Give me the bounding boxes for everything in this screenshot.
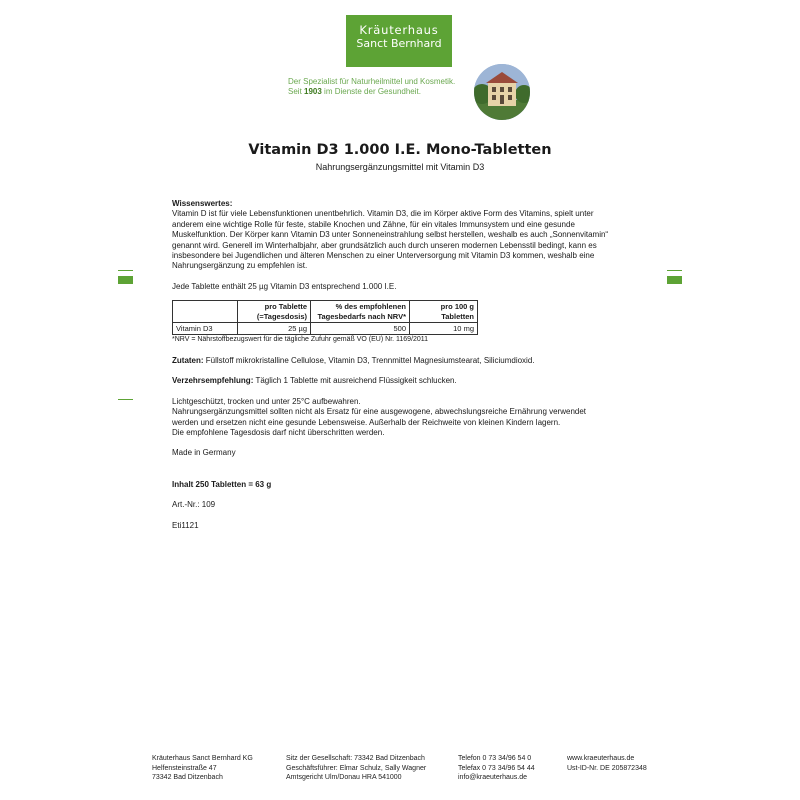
fold-mark-right <box>667 276 682 284</box>
table-cell: Vitamin D3 <box>173 323 238 335</box>
table-row <box>173 323 478 335</box>
nutrition-header-row <box>173 301 478 323</box>
tagline-year: 1903 <box>304 87 322 96</box>
logo-line-1: Kräuterhaus <box>359 23 439 37</box>
hinweis-dosage: Die empfohlene Tagesdosis darf nicht überschritten werden. <box>172 427 385 437</box>
per-tablet-text: Jede Tablette enthält 25 µg Vitamin D3 entsprechend 1.000 I.E. <box>172 281 397 291</box>
eti-code: Eti1121 <box>172 520 199 530</box>
verzehr-text: Täglich 1 Tablette mit ausreichend Flüssigkeit schlucken. <box>253 376 457 386</box>
zutaten-paragraph <box>172 356 612 366</box>
fold-mark-left-top <box>118 270 133 271</box>
table-header-cell <box>173 301 238 323</box>
fold-mark-right-top <box>667 270 682 271</box>
table-header-cell: pro Tablette (=Tagesdosis) <box>238 301 311 323</box>
art-nr-text: Art.-Nr.: 109 <box>172 500 216 510</box>
footer-website-link[interactable]: www.kraeuterhaus.de <box>567 755 635 762</box>
company-tagline <box>288 77 455 97</box>
footer-email[interactable]: info@kraeuterhaus.de <box>458 774 527 782</box>
made-in-text: Made in Germany <box>172 448 236 458</box>
product-title: Vitamin D3 1.000 I.E. Mono-Tabletten <box>248 142 552 158</box>
tagline-line-2 <box>288 87 455 97</box>
logo-line-2: Sanct Bernhard <box>356 37 442 50</box>
wissenswertes-text: Vitamin D ist für viele Lebensfunktionen unentbehrlich. Vitamin D3, die im Körper aktive Form des Vitamins, spielt unter anderem eine wichtige Rolle für feste, stabile Knochen und Zähne, für ein vitales Immunsystem und eine gesunde Muskelfunktion. Der Körper kann Vitamin D3 unter Sonneneinstrahlung selbst herstellen, weshalb es auch „Sonnenvitamin“ genannt wird. Generell im Winterhalbjahr, aber grundsätzlich auch durch unseren modernen Lebensstil bedingt, kann es insbesondere bei Jugendlichen und älteren Menschen zu einer Unterversorgung mit Vitamin D3 kommen, weshalb eine Nahrungsergänzung zu empfehlen ist. <box>172 209 609 271</box>
footer-line: Amtsgericht Ulm/Donau HRA 541000 <box>286 774 402 782</box>
product-subtitle: Nahrungsergänzungsmittel mit Vitamin D3 <box>315 162 485 172</box>
footer-web <box>567 754 647 773</box>
wissenswertes-heading: Wissenswertes: <box>172 199 233 208</box>
tagline-suffix: im Dienste der Gesundheit. <box>321 87 421 96</box>
footer-line: Helfensteinstraße 47 <box>152 764 217 772</box>
table-header-cell: % des empfohlenen Tagesbedarfs nach NRV* <box>311 301 410 323</box>
verzehr-label: Verzehrsempfehlung: <box>172 376 254 386</box>
tagline-prefix: Seit <box>288 87 305 96</box>
table-cell: 25 µg <box>238 323 311 335</box>
fold-mark-left-bottom <box>118 399 133 400</box>
company-logo <box>346 15 452 67</box>
footer-line: 73342 Bad Ditzenbach <box>152 774 223 782</box>
zutaten-text: Füllstoff mikrokristalline Cellulose, Vitamin D3, Trennmittel Magnesiumstearat, Siliciumdioxid. <box>203 355 535 365</box>
label-content <box>172 199 612 531</box>
footer-line: Kräuterhaus Sanct Bernhard KG <box>152 755 253 762</box>
hinweis-supplement: Nahrungsergänzungsmittel sollten nicht als Ersatz für eine ausgewogene, abwechslungsreiche Ernährung verwendet werden und ersetzen nicht eine gesunde Lebensweise. Außerhalb der Reichweite von kleinen Kindern lagern. <box>172 407 587 427</box>
fold-mark-left <box>118 276 133 284</box>
tagline-line-1: Der Spezialist für Naturheilmittel und Kosmetik. <box>288 77 456 86</box>
hinweis-storage: Lichtgeschützt, trocken und unter 25°C aufbewahren. <box>172 396 361 406</box>
footer-vat-id: Ust-ID-Nr. DE 205872348 <box>567 764 647 772</box>
footer-contact <box>458 754 535 783</box>
footer-phone: Telefon 0 73 34/96 54 0 <box>458 755 532 762</box>
table-cell: 10 mg <box>410 323 478 335</box>
building-photo-image <box>474 64 530 120</box>
footer-line: Sitz der Gesellschaft: 73342 Bad Ditzenbach <box>286 755 425 762</box>
zutaten-label: Zutaten: <box>172 355 204 365</box>
table-cell: 500 <box>311 323 410 335</box>
footer-fax: Telefax 0 73 34/96 54 44 <box>458 764 535 772</box>
footer-address <box>152 754 253 783</box>
building-photo <box>474 64 530 120</box>
table-header-cell: pro 100 g Tabletten <box>410 301 478 323</box>
footer-legal <box>286 754 426 783</box>
verzehr-paragraph <box>172 376 612 386</box>
table-footnote: *NRV = Nährstoffbezugswert für die tägliche Zufuhr gemäß VO (EU) Nr. 1169/2011 <box>172 336 429 344</box>
nutrition-table <box>172 300 478 335</box>
inhalt-text: Inhalt 250 Tabletten = 63 g <box>172 479 272 489</box>
footer-line: Geschäftsführer: Elmar Schulz, Sally Wagner <box>286 764 427 772</box>
